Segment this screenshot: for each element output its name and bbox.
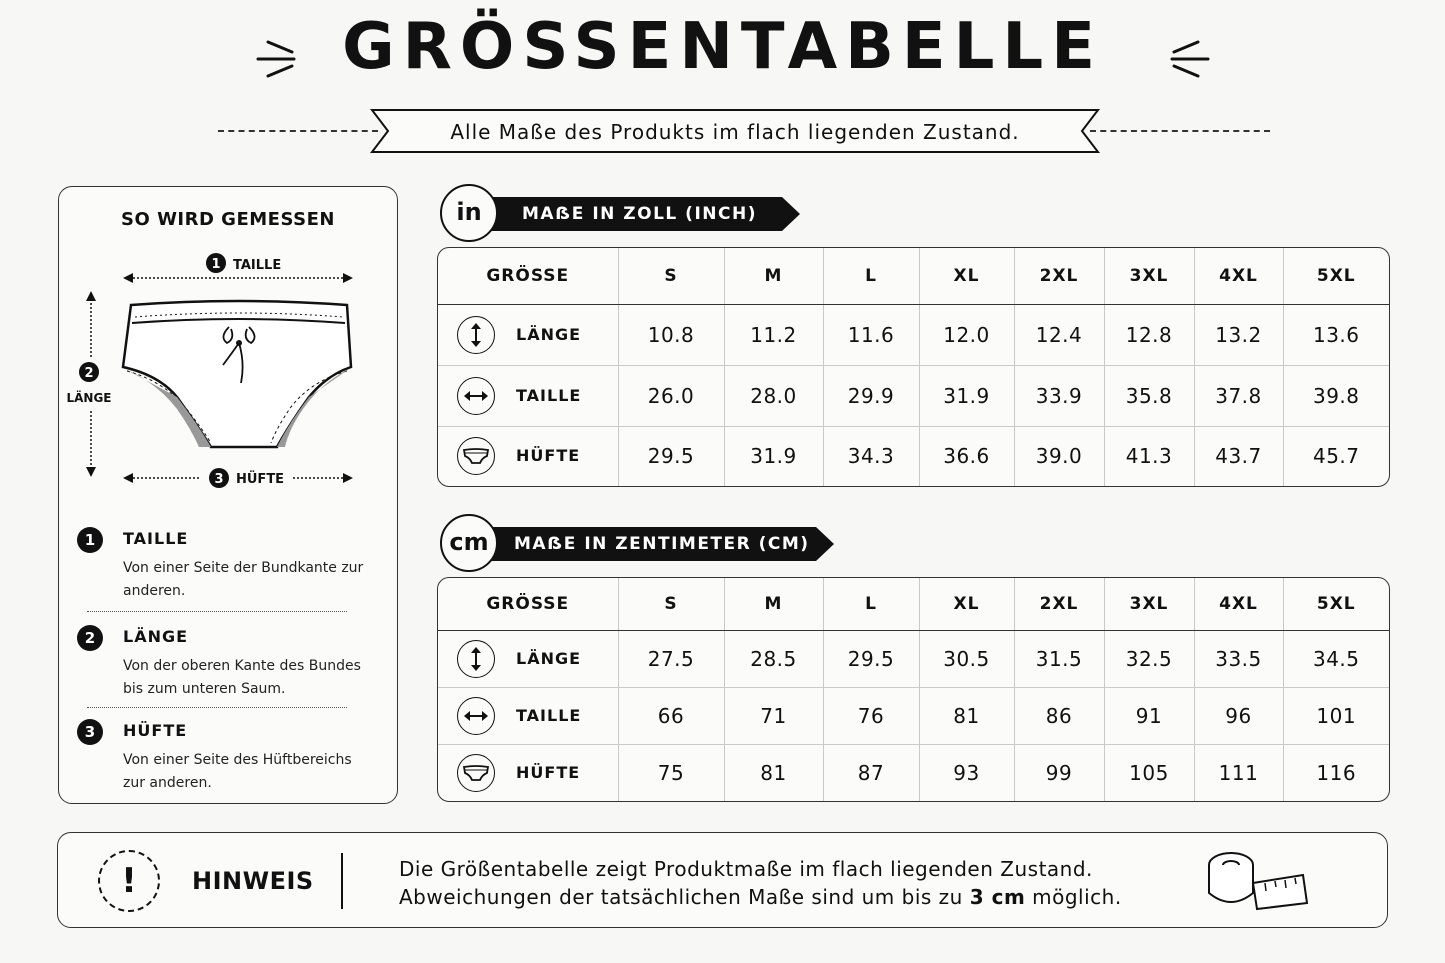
- inch-heading: MAẞE IN ZOLL (INCH): [480, 197, 782, 231]
- row-name: LÄNGE: [516, 324, 582, 344]
- row-name: LÄNGE: [516, 648, 582, 668]
- table-cell: 39.8: [1283, 365, 1389, 426]
- page-title: GRÖSSENTABELLE: [342, 10, 1103, 84]
- size-header-3xl: 3XL: [1104, 578, 1194, 630]
- size-header-s: S: [618, 248, 724, 304]
- unit-badge-in: in: [440, 184, 498, 242]
- cm-header: [440, 514, 820, 574]
- table-cell: 41.3: [1104, 426, 1194, 486]
- size-header-2xl: 2XL: [1014, 578, 1104, 630]
- diagram-label-laenge: LÄNGE: [66, 391, 112, 405]
- length-icon: [457, 316, 495, 354]
- table-cell: 32.5: [1104, 630, 1194, 687]
- table-cell: 11.2: [724, 304, 823, 365]
- table-row: [438, 687, 1389, 744]
- row-name: HÜFTE: [516, 763, 581, 783]
- legend-heading: TAILLE: [123, 529, 189, 548]
- table-cell: 12.4: [1014, 304, 1104, 365]
- note-heading: HINWEIS: [192, 867, 314, 895]
- table-cell: 34.3: [823, 426, 919, 486]
- size-header-4xl: 4XL: [1194, 578, 1283, 630]
- subtitle: Alle Maße des Produkts im flach liegenden Zustand.: [450, 120, 1020, 144]
- legend-description: Von einer Seite der Bundkante zur anderen.: [123, 560, 364, 599]
- size-header-2xl: 2XL: [1014, 248, 1104, 304]
- diagram-label-huefte: HÜFTE: [236, 472, 285, 487]
- note-line-2: Abweichungen der tatsächlichen Maße sind um bis zu 3 cm möglich.: [399, 885, 1122, 909]
- burst-left-icon: [254, 34, 298, 84]
- note-highlight: 3 cm: [969, 885, 1026, 909]
- measuring-tape-icon: [1203, 847, 1313, 917]
- table-cell: 91: [1104, 687, 1194, 744]
- subtitle-banner: [210, 106, 1280, 158]
- table-header-row: [438, 578, 1389, 630]
- note-line-1: Die Größentabelle zeigt Produktmaße im flach liegenden Zustand.: [399, 857, 1093, 881]
- legend-description: Von einer Seite des Hüftbereichs zur anderen.: [123, 752, 352, 791]
- table-cell: 86: [1014, 687, 1104, 744]
- table-cell: 76: [823, 687, 919, 744]
- svg-text:1: 1: [211, 257, 221, 272]
- size-header-5xl: 5XL: [1283, 578, 1389, 630]
- exclamation-icon: !: [98, 850, 160, 912]
- table-cell: 13.6: [1283, 304, 1389, 365]
- row-label-cell: [438, 630, 618, 687]
- table-cell: 75: [618, 745, 724, 801]
- hip-icon: [457, 437, 495, 475]
- number-badge: 3: [77, 719, 103, 745]
- table-cell: 45.7: [1312, 444, 1360, 469]
- table-cell: 30.5: [919, 630, 1014, 687]
- note-divider: [341, 853, 343, 909]
- row-name: TAILLE: [516, 706, 582, 726]
- svg-text:2: 2: [84, 366, 94, 381]
- table-cell: 28.5: [724, 630, 823, 687]
- table-cell: 31.9: [919, 365, 1014, 426]
- size-header-3xl: 3XL: [1104, 248, 1194, 304]
- legend-heading: HÜFTE: [123, 721, 188, 740]
- size-header-m: M: [724, 248, 823, 304]
- table-cell: 31.9: [724, 426, 823, 486]
- table-cell: 11.6: [823, 304, 919, 365]
- legend-heading: LÄNGE: [123, 627, 189, 646]
- row-name: TAILLE: [516, 385, 582, 405]
- table-row: [438, 426, 1389, 486]
- unit-badge-cm: cm: [440, 514, 498, 572]
- table-cell: 12.8: [1104, 304, 1194, 365]
- size-column-header: GRÖSSE: [438, 248, 618, 304]
- row-name: HÜFTE: [516, 446, 581, 466]
- inch-header: [440, 184, 780, 244]
- size-header-4xl: 4XL: [1194, 248, 1283, 304]
- table-cell: 81: [724, 745, 823, 801]
- size-header-m: M: [724, 578, 823, 630]
- length-icon: [457, 640, 495, 678]
- table-cell: 34.5: [1283, 630, 1389, 687]
- table-cell: 26.0: [618, 365, 724, 426]
- table-cell: 36.6: [919, 426, 1014, 486]
- table-cell: 81: [919, 687, 1014, 744]
- table-cell: 29.5: [823, 630, 919, 687]
- table-row: [438, 745, 1389, 801]
- table-row: [438, 630, 1389, 687]
- note-text: [399, 855, 1122, 911]
- size-header-xl: XL: [919, 248, 1014, 304]
- table-cell: 116: [1316, 761, 1357, 786]
- row-label-cell: [438, 304, 618, 365]
- table-cell: 31.5: [1014, 630, 1104, 687]
- size-column-header: GRÖSSE: [438, 578, 618, 630]
- table-cell: 28.0: [724, 365, 823, 426]
- table-cell: 37.8: [1194, 365, 1283, 426]
- how-to-measure-panel: [58, 186, 398, 804]
- dotted-divider: [87, 611, 347, 612]
- size-header-5xl: 5XL: [1283, 248, 1389, 304]
- table-cell: 10.8: [618, 304, 724, 365]
- row-label-cell: [438, 745, 618, 801]
- row-label-cell: [438, 426, 618, 486]
- cm-size-table: [437, 577, 1390, 802]
- table-cell: 35.8: [1104, 365, 1194, 426]
- width-icon: [457, 697, 495, 735]
- cm-heading: MAẞE IN ZENTIMETER (CM): [480, 527, 816, 561]
- burst-right-icon: [1168, 34, 1212, 84]
- table-cell: 29.9: [823, 365, 919, 426]
- table-row: [438, 365, 1389, 426]
- table-cell: 66: [618, 687, 724, 744]
- row-label-cell: [438, 687, 618, 744]
- table-cell: 87: [823, 745, 919, 801]
- table-cell: 33.5: [1194, 630, 1283, 687]
- table-cell: 13.2: [1194, 304, 1283, 365]
- table-cell: 43.7: [1194, 426, 1283, 486]
- hip-icon: [457, 754, 495, 792]
- size-header-l: L: [823, 248, 919, 304]
- size-header-xl: XL: [919, 578, 1014, 630]
- table-cell: 33.9: [1014, 365, 1104, 426]
- number-badge: 1: [77, 527, 103, 553]
- note-box: [57, 832, 1388, 928]
- row-label-cell: [438, 365, 618, 426]
- table-cell: 105: [1104, 745, 1194, 801]
- dotted-divider: [87, 707, 347, 708]
- table-cell: 93: [919, 745, 1014, 801]
- table-cell: 111: [1194, 745, 1283, 801]
- table-cell: 12.0: [919, 304, 1014, 365]
- table-cell: 39.0: [1014, 426, 1104, 486]
- width-icon: [457, 377, 495, 415]
- table-cell: 29.5: [618, 426, 724, 486]
- table-cell: 101: [1283, 687, 1389, 744]
- diagram-label-taille: TAILLE: [233, 258, 282, 273]
- brief-diagram: [59, 247, 399, 497]
- table-cell: 96: [1194, 687, 1283, 744]
- table-header-row: [438, 248, 1389, 304]
- table-row: [438, 304, 1389, 365]
- size-header-s: S: [618, 578, 724, 630]
- table-cell: 71: [724, 687, 823, 744]
- size-header-l: L: [823, 578, 919, 630]
- legend-description: Von der oberen Kante des Bundes bis zum unteren Saum.: [123, 658, 361, 697]
- inch-size-table: [437, 247, 1390, 487]
- number-badge: 2: [77, 625, 103, 651]
- table-cell: 27.5: [618, 630, 724, 687]
- table-cell: 99: [1014, 745, 1104, 801]
- how-to-measure-title: SO WIRD GEMESSEN: [121, 209, 335, 230]
- svg-text:3: 3: [214, 472, 224, 487]
